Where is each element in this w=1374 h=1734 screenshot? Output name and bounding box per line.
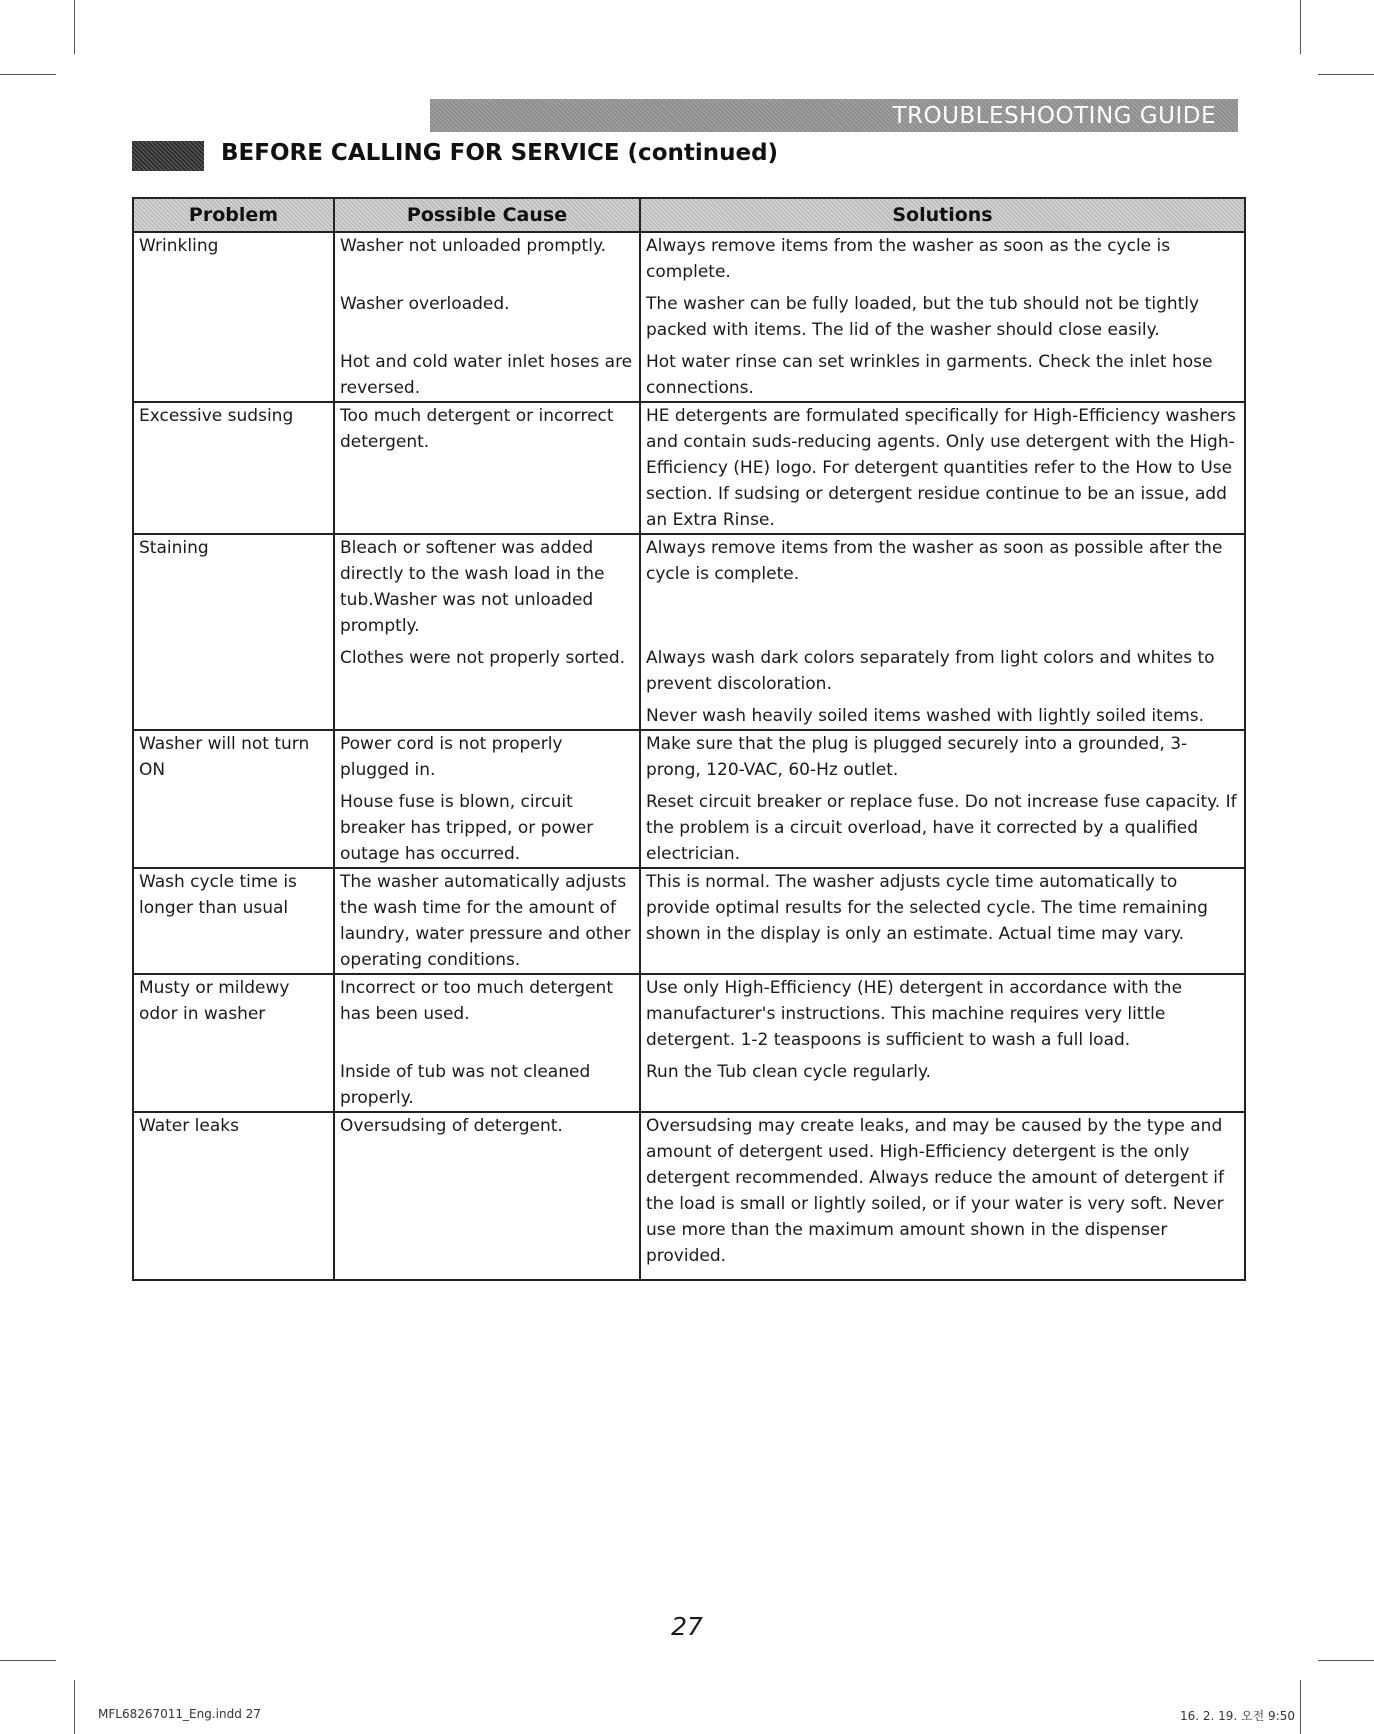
solution-cell: Use only High-Efficiency (HE) detergent in accordance with the manufacturer's instructions. This machine requires very little detergent. 1-2 teaspoons is sufficient to wash a full load.: [640, 974, 1245, 1053]
crop-mark: [1300, 1680, 1301, 1734]
table-row: [133, 534, 1245, 639]
solution-cell: Make sure that the plug is plugged securely into a grounded, 3-prong, 120-VAC, 60-Hz outlet.: [640, 730, 1245, 783]
solution-cell: Always remove items from the washer as soon as possible after the cycle is complete.: [640, 534, 1245, 639]
table-row: [133, 1112, 1245, 1280]
table-row: [133, 868, 1245, 974]
crop-mark: [0, 1660, 56, 1661]
cause-cell: Washer overloaded.: [334, 285, 640, 343]
crop-mark: [0, 74, 56, 75]
header-banner: [430, 99, 1238, 132]
print-timestamp: 16. 2. 19. 오전 9:50: [1180, 1709, 1296, 1723]
cause-cell: [334, 697, 640, 730]
solution-cell: Always wash dark colors separately from light colors and whites to prevent discoloration.: [640, 639, 1245, 697]
solution-cell: Reset circuit breaker or replace fuse. Do not increase fuse capacity. If the problem is a circuit overload, have it corrected by a qualified electrician.: [640, 783, 1245, 868]
solution-cell: This is normal. The washer adjusts cycle time automatically to provide optimal results for the selected cycle. The time remaining shown in the display is only an estimate. Actual time may vary.: [640, 868, 1245, 974]
crop-mark: [74, 1680, 75, 1734]
problem-cell: Musty or mildewy odor in washer: [133, 974, 334, 1112]
solution-cell: The washer can be fully loaded, but the tub should not be tightly packed with items. The lid of the washer should close easily.: [640, 285, 1245, 343]
table-row: [133, 730, 1245, 783]
cause-cell: House fuse is blown, circuit breaker has tripped, or power outage has occurred.: [334, 783, 640, 868]
table-row: [133, 974, 1245, 1053]
solution-cell: Always remove items from the washer as soon as the cycle is complete.: [640, 232, 1245, 285]
table-header-row: [133, 198, 1245, 232]
solution-cell: HE detergents are formulated specifically for High-Efficiency washers and contain suds-reducing agents. Only use detergent with the High-Efficiency (HE) logo. For detergent quantities refer to the How to Use section. If sudsing or detergent residue continue to be an issue, add an Extra Rinse.: [640, 402, 1245, 534]
column-header-cause: Possible Cause: [334, 198, 640, 232]
cause-cell: Washer not unloaded promptly.: [334, 232, 640, 285]
solution-cell: Run the Tub clean cycle regularly.: [640, 1053, 1245, 1112]
cause-cell: Power cord is not properly plugged in.: [334, 730, 640, 783]
page-number: 27: [671, 1612, 703, 1641]
problem-cell: Wash cycle time is longer than usual: [133, 868, 334, 974]
file-info: MFL68267011_Eng.indd 27: [98, 1707, 261, 1721]
troubleshooting-table: [132, 197, 1246, 1281]
cause-cell: Incorrect or too much detergent has been used.: [334, 974, 640, 1053]
cause-cell: The washer automatically adjusts the wash time for the amount of laundry, water pressure and other operating conditions.: [334, 868, 640, 974]
solution-cell: Hot water rinse can set wrinkles in garments. Check the inlet hose connections.: [640, 343, 1245, 402]
problem-cell: Excessive sudsing: [133, 402, 334, 534]
solution-cell: Oversudsing may create leaks, and may be caused by the type and amount of detergent used. High-Efficiency detergent is the only detergent recommended. Always reduce the amount of detergent if the load is small or lightly soiled, or if your water is very soft. Never use more than the maximum amount shown in the dispenser provided.: [640, 1112, 1245, 1280]
crop-mark: [74, 0, 75, 54]
table-body: [133, 232, 1245, 1280]
table-row: [133, 232, 1245, 285]
problem-cell: Staining: [133, 534, 334, 730]
column-header-solutions: Solutions: [640, 198, 1245, 232]
banner-title: TROUBLESHOOTING GUIDE: [892, 103, 1216, 129]
crop-mark: [1318, 1660, 1374, 1661]
problem-cell: Wrinkling: [133, 232, 334, 402]
solution-cell: Never wash heavily soiled items washed with lightly soiled items.: [640, 697, 1245, 730]
table-row: [133, 402, 1245, 534]
problem-cell: Washer will not turn ON: [133, 730, 334, 868]
cause-cell: Hot and cold water inlet hoses are reversed.: [334, 343, 640, 402]
cause-cell: Clothes were not properly sorted.: [334, 639, 640, 697]
section-title: BEFORE CALLING FOR SERVICE (continued): [221, 140, 779, 166]
cause-cell: Bleach or softener was added directly to the wash load in the tub.Washer was not unloaded promptly.: [334, 534, 640, 639]
cause-cell: Oversudsing of detergent.: [334, 1112, 640, 1280]
section-marker: [132, 141, 204, 171]
crop-mark: [1318, 74, 1374, 75]
crop-mark: [1300, 0, 1301, 54]
column-header-problem: Problem: [133, 198, 334, 232]
cause-cell: Too much detergent or incorrect detergent.: [334, 402, 640, 534]
cause-cell: Inside of tub was not cleaned properly.: [334, 1053, 640, 1112]
problem-cell: Water leaks: [133, 1112, 334, 1280]
